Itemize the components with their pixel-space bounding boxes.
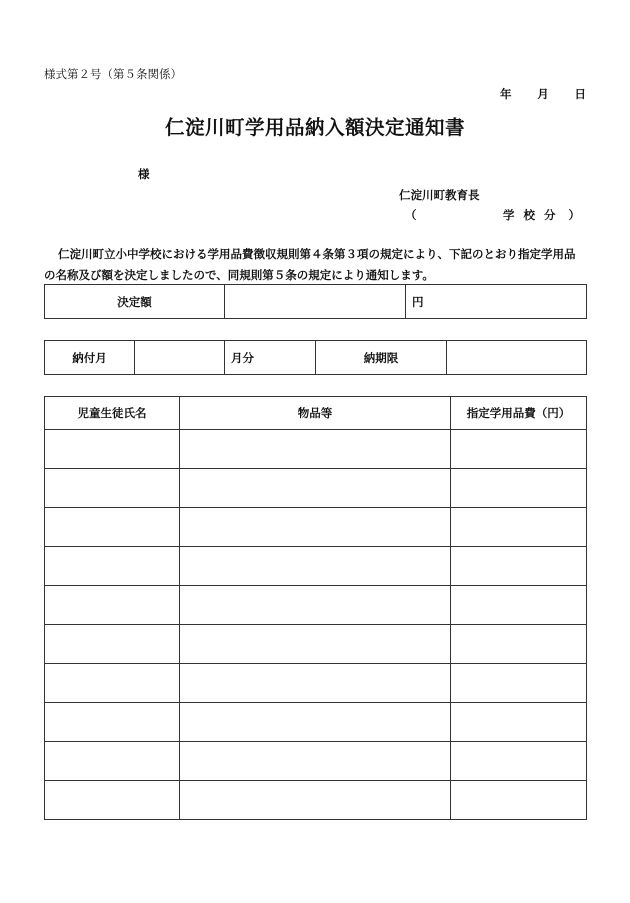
header-designated-cost: 指定学用品費（円） [451,397,587,430]
student-name-cell[interactable] [45,586,180,625]
document-title: 仁淀川町学用品納入額決定通知書 [164,116,465,139]
item-cell[interactable] [180,469,451,508]
item-cell[interactable] [180,586,451,625]
payment-table [44,340,587,375]
cost-cell[interactable] [451,430,587,469]
items-table [44,396,587,820]
student-name-cell[interactable] [45,781,180,820]
item-cell[interactable] [180,703,451,742]
item-cell[interactable] [180,781,451,820]
payment-deadline-label: 納期限 [316,341,447,375]
decision-amount-value[interactable] [225,285,406,319]
table-row [45,781,587,820]
date-month: 月 [537,87,549,101]
school-label: 学校分 [503,208,565,222]
student-name-cell[interactable] [45,430,180,469]
student-name-cell[interactable] [45,508,180,547]
item-cell[interactable] [180,742,451,781]
item-cell[interactable] [180,430,451,469]
date-day: 日 [574,87,586,101]
cost-cell[interactable] [451,703,587,742]
date-year: 年 [500,87,512,101]
item-cell[interactable] [180,508,451,547]
body-text-line1: 仁淀川町立小中学校における学用品費徴収規則第４条第３項の規定により、下記のとおり指定学用品 [58,247,576,261]
table-row [45,742,587,781]
cost-cell[interactable] [451,508,587,547]
cost-cell[interactable] [451,469,587,508]
school-close-paren: ） [568,208,580,222]
cost-cell[interactable] [451,625,587,664]
form-number: 様式第２号（第５条関係） [44,67,182,81]
decision-amount-table [44,284,587,319]
table-row [45,625,587,664]
body-text-line2: の名称及び額を決定しましたので、同規則第５条の規定により通知します。 [44,268,434,282]
addressee-suffix: 様 [138,167,150,181]
item-cell[interactable] [180,547,451,586]
table-row [45,430,587,469]
date-line [500,86,586,102]
item-cell[interactable] [180,664,451,703]
cost-cell[interactable] [451,781,587,820]
student-name-cell[interactable] [45,625,180,664]
school-open-paren: （ [405,208,417,222]
student-name-cell[interactable] [45,664,180,703]
header-student-name: 児童生徒氏名 [45,397,180,430]
table-row [45,664,587,703]
payment-month-label: 納付月 [45,341,135,375]
header-items: 物品等 [180,397,451,430]
cost-cell[interactable] [451,664,587,703]
table-row [45,508,587,547]
table-row [45,703,587,742]
decision-amount-unit: 円 [406,285,587,319]
table-row [45,586,587,625]
table-row [45,547,587,586]
student-name-cell[interactable] [45,469,180,508]
payment-month-suffix: 月分 [225,341,316,375]
cost-cell[interactable] [451,742,587,781]
student-name-cell[interactable] [45,742,180,781]
decision-amount-label: 決定額 [45,285,225,319]
payment-month-value[interactable] [135,341,225,375]
student-name-cell[interactable] [45,703,180,742]
item-cell[interactable] [180,625,451,664]
cost-cell[interactable] [451,586,587,625]
table-row [45,469,587,508]
student-name-cell[interactable] [45,547,180,586]
cost-cell[interactable] [451,547,587,586]
issuer-name: 仁淀川町教育長 [399,188,480,202]
payment-deadline-value[interactable] [447,341,587,375]
